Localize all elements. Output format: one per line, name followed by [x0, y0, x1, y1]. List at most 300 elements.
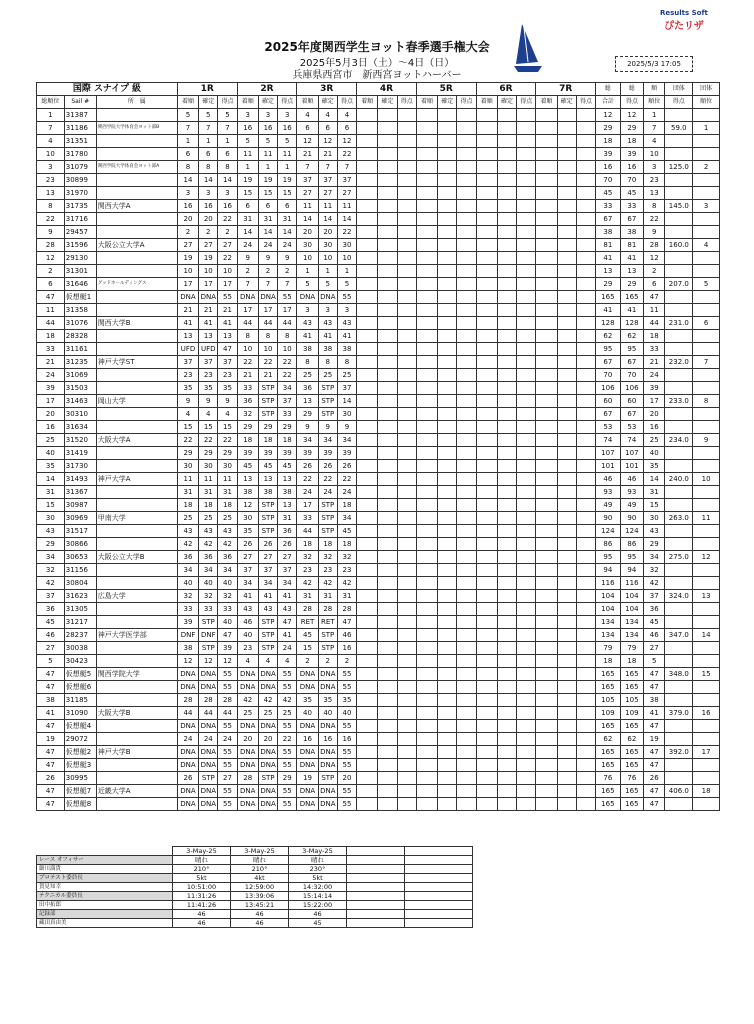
race-points — [397, 252, 416, 265]
arrival-header: 着順 — [416, 96, 437, 109]
team-rank — [693, 655, 720, 668]
team-rank: 9 — [693, 434, 720, 447]
team-points — [665, 564, 693, 577]
team-rank — [693, 187, 720, 200]
race-points — [457, 733, 476, 746]
race-confirmed — [557, 785, 576, 798]
race-confirmed — [378, 122, 397, 135]
race-arrival: 44 — [177, 707, 198, 720]
race-arrival — [416, 200, 437, 213]
wind-direction: 210° — [231, 865, 289, 874]
race-points: 14 — [278, 226, 297, 239]
race-arrival: 17 — [237, 304, 258, 317]
race-arrival: 19 — [177, 252, 198, 265]
race-points: 4 — [337, 109, 356, 122]
race-arrival: 32 — [237, 408, 258, 421]
race-confirmed — [378, 252, 397, 265]
race-arrival — [476, 577, 497, 590]
race-confirmed: 5 — [199, 109, 218, 122]
race-confirmed — [557, 382, 576, 395]
overall-rank: 9 — [37, 226, 65, 239]
race-points — [517, 304, 536, 317]
sail-number: 30423 — [64, 655, 96, 668]
race-points: 39 — [218, 642, 237, 655]
team-points — [665, 525, 693, 538]
race-confirmed — [378, 291, 397, 304]
race-arrival — [416, 317, 437, 330]
race-arrival — [536, 668, 557, 681]
net-points: 104 — [620, 603, 643, 616]
race-points — [397, 603, 416, 616]
race-confirmed: STP — [318, 525, 337, 538]
race-points: 41 — [278, 590, 297, 603]
race-arrival: DNA — [297, 759, 318, 772]
race-arrival — [416, 655, 437, 668]
race-points: 5 — [278, 135, 297, 148]
race-points — [517, 122, 536, 135]
affiliation: 神戸大学ST — [96, 356, 177, 369]
race-points — [576, 447, 595, 460]
official-label: 田中拓郎 — [37, 901, 173, 910]
race-confirmed — [497, 213, 516, 226]
team-rank — [693, 759, 720, 772]
race-confirmed — [438, 135, 457, 148]
race-arrival — [416, 343, 437, 356]
race-confirmed: 2 — [199, 226, 218, 239]
race-confirmed — [438, 655, 457, 668]
race-points — [576, 694, 595, 707]
race-confirmed — [557, 395, 576, 408]
race-confirmed — [378, 785, 397, 798]
race-confirmed: DNA — [258, 681, 277, 694]
race-points: 8 — [337, 356, 356, 369]
overall-rank: 35 — [37, 460, 65, 473]
team-points — [665, 148, 693, 161]
race-arrival — [357, 538, 378, 551]
race-confirmed: 43 — [199, 525, 218, 538]
race-points: 31 — [278, 213, 297, 226]
final-position: 15 — [644, 499, 665, 512]
race-arrival — [416, 304, 437, 317]
race-confirmed — [497, 616, 516, 629]
race-arrival: 20 — [237, 733, 258, 746]
total-points: 70 — [596, 174, 621, 187]
race-points: 43 — [218, 525, 237, 538]
race-arrival — [476, 785, 497, 798]
race-points: 10 — [218, 265, 237, 278]
table-row — [37, 486, 720, 499]
race-points — [457, 473, 476, 486]
race-confirmed: 24 — [318, 486, 337, 499]
overall-rank: 41 — [37, 707, 65, 720]
race-confirmed: DNA — [199, 746, 218, 759]
race-time: 13:45:21 — [231, 901, 289, 910]
race-arrival — [357, 226, 378, 239]
race-confirmed — [438, 161, 457, 174]
race-points: 41 — [337, 330, 356, 343]
total-points: 109 — [596, 707, 621, 720]
race-confirmed — [557, 577, 576, 590]
race-confirmed — [557, 460, 576, 473]
race-points — [397, 226, 416, 239]
race-confirmed — [438, 421, 457, 434]
race-confirmed — [497, 187, 516, 200]
overall-rank: 24 — [37, 369, 65, 382]
race-arrival — [476, 746, 497, 759]
race-confirmed — [438, 512, 457, 525]
race-confirmed — [557, 733, 576, 746]
race-points: 22 — [278, 369, 297, 382]
race-arrival — [536, 135, 557, 148]
total-points: 39 — [596, 148, 621, 161]
race-points — [517, 798, 536, 811]
race-arrival: 4 — [237, 655, 258, 668]
race-arrival: 7 — [177, 122, 198, 135]
race-arrival — [416, 681, 437, 694]
net-points: 79 — [620, 642, 643, 655]
race-arrival: 24 — [297, 486, 318, 499]
confirmed-header: 確定 — [378, 96, 397, 109]
race-arrival — [536, 564, 557, 577]
total-points: 62 — [596, 330, 621, 343]
race-points: 34 — [337, 434, 356, 447]
points-header: 得点 — [337, 96, 356, 109]
race-arrival — [357, 512, 378, 525]
race-confirmed — [557, 278, 576, 291]
race-points: 22 — [218, 434, 237, 447]
race-confirmed: 43 — [318, 317, 337, 330]
condition-row — [37, 883, 721, 892]
race-points — [576, 239, 595, 252]
race-arrival — [536, 720, 557, 733]
race-points: 44 — [218, 707, 237, 720]
race-arrival: 41 — [297, 330, 318, 343]
race-points: 10 — [337, 252, 356, 265]
race-confirmed — [438, 213, 457, 226]
race-points — [576, 330, 595, 343]
race-points — [397, 655, 416, 668]
team-rank — [693, 369, 720, 382]
race-confirmed — [557, 135, 576, 148]
weather: 晴れ — [231, 856, 289, 865]
final-position: 10 — [644, 148, 665, 161]
race-points: 55 — [278, 785, 297, 798]
table-row — [37, 564, 720, 577]
race-arrival — [536, 408, 557, 421]
race-confirmed: 31 — [258, 213, 277, 226]
race-arrival: 15 — [237, 187, 258, 200]
total-points: 165 — [596, 720, 621, 733]
race-arrival — [416, 798, 437, 811]
net-points: 62 — [620, 733, 643, 746]
total-points: 107 — [596, 447, 621, 460]
race-confirmed — [438, 122, 457, 135]
race-confirmed — [497, 512, 516, 525]
race-points — [397, 798, 416, 811]
race-points: 55 — [278, 798, 297, 811]
race-confirmed: 24 — [258, 239, 277, 252]
race-points: 14 — [218, 174, 237, 187]
race-arrival — [476, 720, 497, 733]
race-confirmed — [378, 330, 397, 343]
race-arrival — [536, 109, 557, 122]
total-points: 74 — [596, 434, 621, 447]
race-arrival: 25 — [177, 512, 198, 525]
race-arrival — [536, 616, 557, 629]
net-points: 105 — [620, 694, 643, 707]
race-points — [576, 226, 595, 239]
race-confirmed: STP — [258, 499, 277, 512]
race-points: 31 — [218, 486, 237, 499]
race-points: 34 — [337, 512, 356, 525]
team-rank: 2 — [693, 161, 720, 174]
race-arrival: 33 — [177, 603, 198, 616]
team-rank: 5 — [693, 278, 720, 291]
race-confirmed: 14 — [318, 213, 337, 226]
race-confirmed — [378, 135, 397, 148]
rank-top-header: 順 — [644, 83, 665, 96]
race-confirmed — [497, 252, 516, 265]
total-points: 165 — [596, 798, 621, 811]
race-arrival — [536, 525, 557, 538]
race-arrival: 45 — [297, 629, 318, 642]
overall-rank: 26 — [37, 772, 65, 785]
race-confirmed: DNA — [258, 720, 277, 733]
race-confirmed — [497, 538, 516, 551]
race-arrival — [536, 772, 557, 785]
team-points: 240.0 — [665, 473, 693, 486]
race-arrival: 41 — [177, 317, 198, 330]
race-points — [457, 369, 476, 382]
final-position: 22 — [644, 213, 665, 226]
team-points — [665, 772, 693, 785]
race-points: 16 — [337, 642, 356, 655]
race-confirmed — [497, 265, 516, 278]
race-confirmed: 18 — [318, 538, 337, 551]
race-points: 2 — [218, 226, 237, 239]
team-rank — [693, 603, 720, 616]
race-arrival — [357, 434, 378, 447]
race-confirmed — [557, 213, 576, 226]
race-arrival — [357, 759, 378, 772]
race-confirmed — [378, 174, 397, 187]
race-arrival — [416, 512, 437, 525]
team-points — [665, 447, 693, 460]
race-arrival — [357, 369, 378, 382]
race-points: 1 — [337, 265, 356, 278]
race-confirmed — [497, 694, 516, 707]
net-points: 45 — [620, 187, 643, 200]
team-rank — [693, 382, 720, 395]
race-confirmed — [497, 174, 516, 187]
total-points: 128 — [596, 317, 621, 330]
affiliation — [96, 655, 177, 668]
affiliation — [96, 603, 177, 616]
race-arrival — [476, 356, 497, 369]
race-points: 29 — [278, 772, 297, 785]
affiliation: 関西学院大学 — [96, 668, 177, 681]
race-time: 46 — [173, 910, 231, 919]
race-confirmed — [497, 200, 516, 213]
final-position: 46 — [644, 629, 665, 642]
race-arrival — [416, 707, 437, 720]
total-points: 93 — [596, 486, 621, 499]
table-row — [37, 759, 720, 772]
overall-rank: 33 — [37, 343, 65, 356]
race-confirmed: 28 — [199, 694, 218, 707]
race-confirmed — [497, 343, 516, 356]
race-confirmed — [378, 486, 397, 499]
race-confirmed: DNA — [258, 759, 277, 772]
race-points — [397, 694, 416, 707]
race-confirmed — [378, 369, 397, 382]
race-points: 55 — [278, 746, 297, 759]
net-points: 18 — [620, 135, 643, 148]
race-arrival — [416, 421, 437, 434]
race-points: 6 — [218, 148, 237, 161]
race-arrival — [536, 187, 557, 200]
race-points — [457, 525, 476, 538]
final-position: 33 — [644, 343, 665, 356]
race-confirmed: 36 — [199, 551, 218, 564]
final-position: 38 — [644, 694, 665, 707]
race-confirmed: 19 — [199, 252, 218, 265]
race-confirmed — [378, 577, 397, 590]
race-time: 15:14:14 — [289, 892, 347, 901]
race-confirmed — [378, 200, 397, 213]
race-points: 9 — [337, 421, 356, 434]
race-points — [517, 694, 536, 707]
overall-rank-header: 総順位 — [37, 96, 65, 109]
class-name: 国際 スナイプ 級 — [37, 83, 178, 96]
race-arrival: DNA — [297, 668, 318, 681]
race-arrival — [536, 161, 557, 174]
race-points: 7 — [337, 161, 356, 174]
overall-rank: 47 — [37, 291, 65, 304]
race-confirmed: 25 — [199, 512, 218, 525]
race-points: 11 — [337, 200, 356, 213]
race-points — [397, 473, 416, 486]
race-arrival — [536, 707, 557, 720]
race-arrival — [536, 291, 557, 304]
net-points: 124 — [620, 525, 643, 538]
race-arrival: 36 — [237, 395, 258, 408]
race-points: 27 — [218, 239, 237, 252]
race-arrival — [536, 304, 557, 317]
race-arrival — [536, 200, 557, 213]
total-points: 29 — [596, 122, 621, 135]
race-points: 11 — [278, 148, 297, 161]
affiliation — [96, 460, 177, 473]
race-points: 32 — [337, 551, 356, 564]
race-confirmed — [557, 655, 576, 668]
race-confirmed: 31 — [199, 486, 218, 499]
race-arrival: DNA — [177, 798, 198, 811]
final-position: 20 — [644, 408, 665, 421]
race-points — [517, 161, 536, 174]
race-confirmed: 21 — [318, 148, 337, 161]
race-confirmed: 34 — [258, 577, 277, 590]
final-position: 29 — [644, 538, 665, 551]
total-points: 53 — [596, 421, 621, 434]
race-points — [397, 668, 416, 681]
race-points: 33 — [218, 603, 237, 616]
race-points — [517, 200, 536, 213]
race-arrival — [416, 356, 437, 369]
race-points: 5 — [337, 278, 356, 291]
race-points — [576, 629, 595, 642]
team-rank — [693, 174, 720, 187]
race-confirmed — [378, 161, 397, 174]
net-points: 62 — [620, 330, 643, 343]
team-rank — [693, 694, 720, 707]
race-arrival — [357, 603, 378, 616]
race-confirmed: 42 — [199, 538, 218, 551]
race-points: 35 — [218, 382, 237, 395]
official-label: レース オフィサー — [37, 856, 173, 865]
race-arrival — [357, 408, 378, 421]
race-confirmed — [378, 772, 397, 785]
logo-text: ぴたリザ — [664, 21, 704, 32]
race-confirmed: 29 — [199, 447, 218, 460]
race-points — [517, 330, 536, 343]
race-arrival — [476, 187, 497, 200]
team-points: 233.0 — [665, 395, 693, 408]
race-confirmed: STP — [199, 642, 218, 655]
overall-rank: 13 — [37, 187, 65, 200]
race-points: 5 — [218, 109, 237, 122]
race-points: 7 — [278, 278, 297, 291]
race-points — [397, 642, 416, 655]
race-arrival: 9 — [177, 395, 198, 408]
race-confirmed: 27 — [318, 187, 337, 200]
race-confirmed — [438, 499, 457, 512]
race-confirmed: STP — [258, 512, 277, 525]
team-points — [665, 694, 693, 707]
race-arrival: 1 — [297, 265, 318, 278]
affiliation: 関西学院大学体育会ヨット部B — [96, 122, 177, 135]
race-confirmed — [378, 720, 397, 733]
race-points — [517, 226, 536, 239]
race-points: 37 — [278, 395, 297, 408]
race-confirmed: STP — [258, 616, 277, 629]
race-confirmed: STP — [318, 408, 337, 421]
race-arrival — [476, 434, 497, 447]
race-arrival — [536, 343, 557, 356]
race-confirmed — [378, 551, 397, 564]
race-confirmed — [497, 434, 516, 447]
table-row — [37, 122, 720, 135]
race-points: 15 — [218, 421, 237, 434]
table-row — [37, 681, 720, 694]
race-arrival: 21 — [237, 369, 258, 382]
race-points — [457, 681, 476, 694]
race-arrival — [476, 174, 497, 187]
race-confirmed — [438, 551, 457, 564]
race-confirmed — [438, 252, 457, 265]
race-points: 8 — [278, 330, 297, 343]
race-points — [576, 486, 595, 499]
team-rank: 16 — [693, 707, 720, 720]
race-points — [457, 642, 476, 655]
race-confirmed — [557, 187, 576, 200]
race-points — [517, 447, 536, 460]
race-points: 41 — [278, 629, 297, 642]
race-time: 10:51:00 — [173, 883, 231, 892]
race-arrival — [416, 616, 437, 629]
net-points: 128 — [620, 317, 643, 330]
total-points: 29 — [596, 278, 621, 291]
